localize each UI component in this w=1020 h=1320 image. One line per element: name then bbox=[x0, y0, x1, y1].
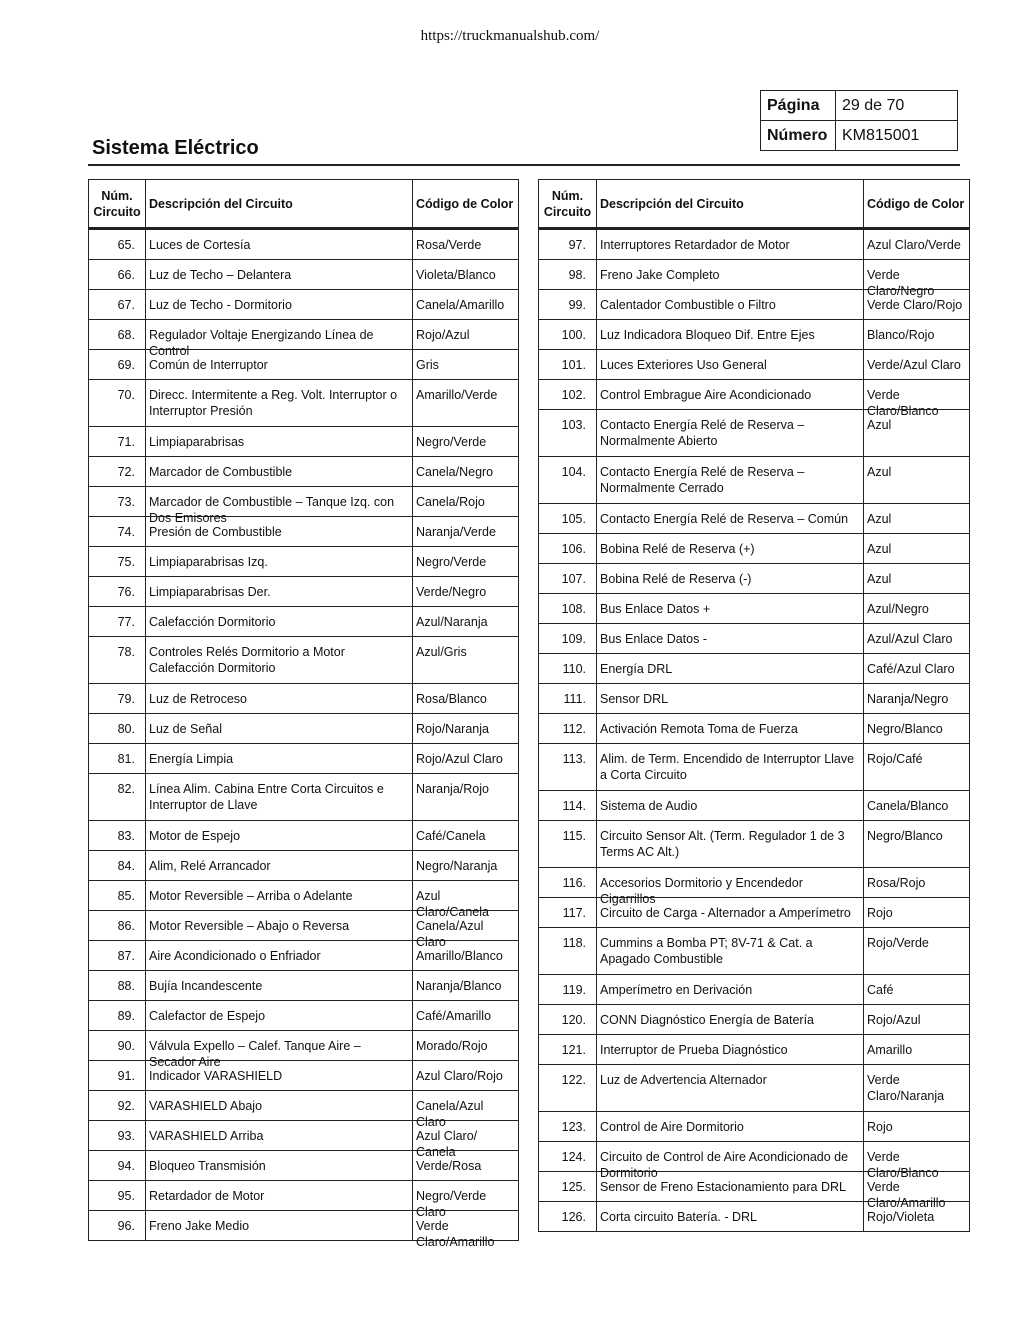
table-row bbox=[539, 1035, 970, 1065]
circuit-number: 121. bbox=[539, 1035, 597, 1065]
table-row bbox=[89, 774, 519, 821]
source-url[interactable]: https://truckmanualshub.com/ bbox=[420, 28, 600, 44]
circuit-color-code: Naranja/Rojo bbox=[413, 774, 519, 821]
circuit-color-code: Rosa/Rojo bbox=[864, 868, 970, 898]
table-row bbox=[539, 714, 970, 744]
circuit-color-code: Amarillo/Blanco bbox=[413, 941, 519, 971]
circuit-number: 122. bbox=[539, 1065, 597, 1112]
circuit-color-code: Canela/Amarillo bbox=[413, 290, 519, 320]
table-row bbox=[89, 1031, 519, 1061]
circuit-color-code: Verde Claro/Naranja bbox=[864, 1065, 970, 1112]
table-row bbox=[539, 564, 970, 594]
table-row bbox=[539, 684, 970, 714]
circuit-description: Controles Relés Dormitorio a Motor Calefacción Dormitorio bbox=[146, 637, 413, 684]
table-row bbox=[89, 290, 519, 320]
circuit-description: Freno Jake Completo bbox=[597, 260, 864, 290]
circuit-number: 79. bbox=[89, 684, 146, 714]
circuit-number: 118. bbox=[539, 928, 597, 975]
circuit-rows-left bbox=[89, 229, 519, 1249]
circuit-description: Retardador de Motor bbox=[146, 1181, 413, 1211]
circuit-description: Luz de Señal bbox=[146, 714, 413, 744]
circuit-number: 76. bbox=[89, 577, 146, 607]
circuit-color-code: Rojo/Naranja bbox=[413, 714, 519, 744]
table-row bbox=[539, 534, 970, 564]
table-row bbox=[539, 457, 970, 504]
circuit-color-code: Blanco/Rojo bbox=[864, 320, 970, 350]
circuit-color-code: Verde Claro/Amarillo bbox=[413, 1211, 519, 1241]
table-row bbox=[89, 714, 519, 744]
circuit-description: Interruptor de Prueba Diagnóstico bbox=[597, 1035, 864, 1065]
circuit-number: 65. bbox=[89, 229, 146, 260]
circuit-color-code: Naranja/Negro bbox=[864, 684, 970, 714]
circuit-number: 86. bbox=[89, 911, 146, 941]
circuit-color-code: Café/Azul Claro bbox=[864, 654, 970, 684]
table-row bbox=[89, 380, 519, 427]
table-row bbox=[89, 427, 519, 457]
circuit-color-code: Verde/Negro bbox=[413, 577, 519, 607]
circuit-color-code: Azul Claro/Canela bbox=[413, 881, 519, 911]
table-row bbox=[539, 594, 970, 624]
circuit-number: 87. bbox=[89, 941, 146, 971]
circuit-number: 126. bbox=[539, 1202, 597, 1232]
table-row bbox=[89, 1091, 519, 1121]
header-color: Código de Color bbox=[864, 180, 970, 229]
circuit-description: Alim, Relé Arrancador bbox=[146, 851, 413, 881]
circuit-description: Amperímetro en Derivación bbox=[597, 975, 864, 1005]
circuit-description: Alim. de Term. Encendido de Interruptor Llave a Corta Circuito bbox=[597, 744, 864, 791]
circuit-description: Luz de Advertencia Alternador bbox=[597, 1065, 864, 1112]
circuit-number: 78. bbox=[89, 637, 146, 684]
table-row bbox=[89, 971, 519, 1001]
circuit-description: Motor Reversible – Abajo o Reversa bbox=[146, 911, 413, 941]
table-row bbox=[89, 684, 519, 714]
circuit-color-code: Azul Claro/Rojo bbox=[413, 1061, 519, 1091]
table-row bbox=[539, 791, 970, 821]
circuit-color-code: Amarillo bbox=[864, 1035, 970, 1065]
circuit-number: 70. bbox=[89, 380, 146, 427]
circuit-color-code: Rojo/Azul bbox=[864, 1005, 970, 1035]
circuit-color-code: Canela/Blanco bbox=[864, 791, 970, 821]
circuit-description: Interruptores Retardador de Motor bbox=[597, 229, 864, 260]
circuit-color-code: Azul/Gris bbox=[413, 637, 519, 684]
table-row bbox=[539, 1065, 970, 1112]
circuit-number: 97. bbox=[539, 229, 597, 260]
circuit-color-code: Café/Canela bbox=[413, 821, 519, 851]
circuit-description: Luz de Techo – Delantera bbox=[146, 260, 413, 290]
circuit-color-code: Negro/Verde Claro bbox=[413, 1181, 519, 1211]
table-row bbox=[89, 744, 519, 774]
circuit-description: Circuito de Control de Aire Acondicionado de Dormitorio bbox=[597, 1142, 864, 1172]
circuit-number: 107. bbox=[539, 564, 597, 594]
table-row bbox=[89, 607, 519, 637]
circuit-description: Motor Reversible – Arriba o Adelante bbox=[146, 881, 413, 911]
table-row bbox=[539, 654, 970, 684]
circuit-number: 119. bbox=[539, 975, 597, 1005]
circuit-number: 91. bbox=[89, 1061, 146, 1091]
circuit-number: 94. bbox=[89, 1151, 146, 1181]
circuit-color-code: Rosa/Blanco bbox=[413, 684, 519, 714]
circuit-number: 83. bbox=[89, 821, 146, 851]
circuit-color-code: Naranja/Verde bbox=[413, 517, 519, 547]
page-value: 29 de 70 bbox=[836, 91, 958, 121]
circuit-color-code: Azul/Azul Claro bbox=[864, 624, 970, 654]
circuit-color-code: Negro/Blanco bbox=[864, 714, 970, 744]
table-row bbox=[539, 1005, 970, 1035]
circuit-number: 67. bbox=[89, 290, 146, 320]
table-row bbox=[89, 1181, 519, 1211]
circuit-number: 106. bbox=[539, 534, 597, 564]
circuit-color-code: Verde Claro/Amarillo bbox=[864, 1172, 970, 1202]
circuit-color-code: Azul Claro/Verde bbox=[864, 229, 970, 260]
circuit-number: 80. bbox=[89, 714, 146, 744]
circuit-color-code: Azul bbox=[864, 504, 970, 534]
circuit-description: Energía DRL bbox=[597, 654, 864, 684]
circuit-color-code: Café/Amarillo bbox=[413, 1001, 519, 1031]
number-value: KM815001 bbox=[836, 121, 958, 151]
circuit-number: 73. bbox=[89, 487, 146, 517]
circuit-description: Direcc. Intermitente a Reg. Volt. Interruptor o Interruptor Presión bbox=[146, 380, 413, 427]
circuit-color-code: Negro/Blanco bbox=[864, 821, 970, 868]
circuit-description: Cummins a Bomba PT; 8V-71 & Cat. a Apagado Combustible bbox=[597, 928, 864, 975]
circuit-number: 116. bbox=[539, 868, 597, 898]
circuit-color-code: Azul Claro/ Canela bbox=[413, 1121, 519, 1151]
circuit-color-code: Verde/Azul Claro bbox=[864, 350, 970, 380]
table-row bbox=[539, 380, 970, 410]
circuit-table-right bbox=[538, 179, 970, 1232]
circuit-description: Bus Enlace Datos + bbox=[597, 594, 864, 624]
circuit-color-code: Negro/Verde bbox=[413, 427, 519, 457]
circuit-description: VARASHIELD Arriba bbox=[146, 1121, 413, 1151]
circuit-number: 103. bbox=[539, 410, 597, 457]
circuit-color-code: Café bbox=[864, 975, 970, 1005]
circuit-description: Sistema de Audio bbox=[597, 791, 864, 821]
table-row bbox=[539, 260, 970, 290]
table-row bbox=[539, 868, 970, 898]
circuit-number: 90. bbox=[89, 1031, 146, 1061]
circuit-description: Calefactor de Espejo bbox=[146, 1001, 413, 1031]
table-row bbox=[89, 229, 519, 260]
header-desc: Descripción del Circuito bbox=[597, 180, 864, 229]
circuit-description: Energía Limpia bbox=[146, 744, 413, 774]
circuit-color-code: Violeta/Blanco bbox=[413, 260, 519, 290]
circuit-description: Regulador Voltaje Energizando Línea de Control bbox=[146, 320, 413, 350]
circuit-description: Contacto Energía Relé de Reserva – Normalmente Abierto bbox=[597, 410, 864, 457]
table-row bbox=[539, 1112, 970, 1142]
table-row bbox=[89, 320, 519, 350]
table-row bbox=[89, 577, 519, 607]
circuit-number: 93. bbox=[89, 1121, 146, 1151]
circuit-color-code: Rosa/Verde bbox=[413, 229, 519, 260]
table-row bbox=[89, 547, 519, 577]
header-desc: Descripción del Circuito bbox=[146, 180, 413, 229]
circuit-color-code: Azul/Negro bbox=[864, 594, 970, 624]
circuit-description: Limpiaparabrisas Izq. bbox=[146, 547, 413, 577]
circuit-color-code: Rojo/Azul bbox=[413, 320, 519, 350]
circuit-number: 114. bbox=[539, 791, 597, 821]
circuit-number: 125. bbox=[539, 1172, 597, 1202]
circuit-description: Circuito Sensor Alt. (Term. Regulador 1 de 3 Terms AC Alt.) bbox=[597, 821, 864, 868]
table-row bbox=[539, 821, 970, 868]
circuit-color-code: Naranja/Blanco bbox=[413, 971, 519, 1001]
circuit-color-code: Negro/Naranja bbox=[413, 851, 519, 881]
title-divider bbox=[88, 164, 960, 166]
circuit-number: 98. bbox=[539, 260, 597, 290]
circuit-description: Circuito de Carga - Alternador a Amperímetro bbox=[597, 898, 864, 928]
circuit-color-code: Verde Claro/Negro bbox=[864, 260, 970, 290]
circuit-number: 108. bbox=[539, 594, 597, 624]
circuit-description: Accesorios Dormitorio y Encendedor Cigarrillos bbox=[597, 868, 864, 898]
circuit-number: 77. bbox=[89, 607, 146, 637]
circuit-color-code: Azul bbox=[864, 410, 970, 457]
circuit-number: 74. bbox=[89, 517, 146, 547]
circuit-description: Línea Alim. Cabina Entre Corta Circuitos e Interruptor de Llave bbox=[146, 774, 413, 821]
circuit-number: 75. bbox=[89, 547, 146, 577]
circuit-description: Control de Aire Dormitorio bbox=[597, 1112, 864, 1142]
circuit-color-code: Azul/Naranja bbox=[413, 607, 519, 637]
circuit-number: 113. bbox=[539, 744, 597, 791]
circuit-number: 105. bbox=[539, 504, 597, 534]
circuit-description: VARASHIELD Abajo bbox=[146, 1091, 413, 1121]
circuit-number: 69. bbox=[89, 350, 146, 380]
circuit-number: 89. bbox=[89, 1001, 146, 1031]
circuit-number: 100. bbox=[539, 320, 597, 350]
header-color: Código de Color bbox=[413, 180, 519, 229]
circuit-number: 81. bbox=[89, 744, 146, 774]
table-row bbox=[539, 744, 970, 791]
circuit-color-code: Azul bbox=[864, 457, 970, 504]
circuit-number: 120. bbox=[539, 1005, 597, 1035]
circuit-color-code: Amarillo/Verde bbox=[413, 380, 519, 427]
circuit-description: Corta circuito Batería. - DRL bbox=[597, 1202, 864, 1232]
circuit-number: 112. bbox=[539, 714, 597, 744]
circuit-description: Motor de Espejo bbox=[146, 821, 413, 851]
circuit-color-code: Gris bbox=[413, 350, 519, 380]
circuit-description: Activación Remota Toma de Fuerza bbox=[597, 714, 864, 744]
circuit-number: 102. bbox=[539, 380, 597, 410]
circuit-number: 96. bbox=[89, 1211, 146, 1241]
circuit-description: Bobina Relé de Reserva (+) bbox=[597, 534, 864, 564]
table-row bbox=[89, 881, 519, 911]
circuit-color-code: Azul bbox=[864, 534, 970, 564]
circuit-number: 66. bbox=[89, 260, 146, 290]
circuit-color-code: Rojo bbox=[864, 1112, 970, 1142]
circuit-table-left bbox=[88, 179, 519, 1249]
table-row bbox=[539, 1142, 970, 1172]
circuit-color-code: Rojo bbox=[864, 898, 970, 928]
table-row bbox=[89, 1211, 519, 1241]
header-num: Núm. Circuito bbox=[89, 180, 146, 229]
circuit-number: 88. bbox=[89, 971, 146, 1001]
circuit-rows-right bbox=[539, 229, 970, 1232]
circuit-number: 92. bbox=[89, 1091, 146, 1121]
circuit-number: 101. bbox=[539, 350, 597, 380]
circuit-color-code: Rojo/Café bbox=[864, 744, 970, 791]
table-row bbox=[539, 624, 970, 654]
table-row bbox=[89, 637, 519, 684]
table-row bbox=[89, 1001, 519, 1031]
circuit-color-code: Canela/Rojo bbox=[413, 487, 519, 517]
circuit-description: Luz de Techo - Dormitorio bbox=[146, 290, 413, 320]
circuit-description: Bloqueo Transmisión bbox=[146, 1151, 413, 1181]
circuit-description: Sensor DRL bbox=[597, 684, 864, 714]
circuit-description: Calentador Combustible o Filtro bbox=[597, 290, 864, 320]
circuit-description: Válvula Expello – Calef. Tanque Aire – Secador Aire bbox=[146, 1031, 413, 1061]
circuit-number: 85. bbox=[89, 881, 146, 911]
circuit-color-code: Rojo/Azul Claro bbox=[413, 744, 519, 774]
circuit-description: Bujía Incandescente bbox=[146, 971, 413, 1001]
circuit-number: 111. bbox=[539, 684, 597, 714]
circuit-number: 123. bbox=[539, 1112, 597, 1142]
circuit-number: 71. bbox=[89, 427, 146, 457]
number-label: Número bbox=[761, 121, 836, 151]
circuit-description: Freno Jake Medio bbox=[146, 1211, 413, 1241]
circuit-description: Limpiaparabrisas Der. bbox=[146, 577, 413, 607]
circuit-description: Indicador VARASHIELD bbox=[146, 1061, 413, 1091]
circuit-description: Bobina Relé de Reserva (-) bbox=[597, 564, 864, 594]
circuit-number: 82. bbox=[89, 774, 146, 821]
table-row bbox=[539, 975, 970, 1005]
circuit-number: 99. bbox=[539, 290, 597, 320]
circuit-color-code: Verde Claro/Rojo bbox=[864, 290, 970, 320]
page-label: Página bbox=[761, 91, 836, 121]
circuit-description: Marcador de Combustible – Tanque Izq. con Dos Emisores bbox=[146, 487, 413, 517]
table-row bbox=[539, 229, 970, 260]
circuit-number: 84. bbox=[89, 851, 146, 881]
circuit-description: Sensor de Freno Estacionamiento para DRL bbox=[597, 1172, 864, 1202]
header-num: Núm. Circuito bbox=[539, 180, 597, 229]
circuit-color-code: Azul bbox=[864, 564, 970, 594]
circuit-color-code: Canela/Azul Claro bbox=[413, 911, 519, 941]
circuit-description: Limpiaparabrisas bbox=[146, 427, 413, 457]
circuit-description: Calefacción Dormitorio bbox=[146, 607, 413, 637]
table-row bbox=[539, 928, 970, 975]
circuit-number: 95. bbox=[89, 1181, 146, 1211]
table-row bbox=[89, 941, 519, 971]
circuit-description: Luces de Cortesía bbox=[146, 229, 413, 260]
circuit-description: Luz Indicadora Bloqueo Dif. Entre Ejes bbox=[597, 320, 864, 350]
circuit-number: 115. bbox=[539, 821, 597, 868]
circuit-color-code: Morado/Rojo bbox=[413, 1031, 519, 1061]
circuit-number: 68. bbox=[89, 320, 146, 350]
table-row bbox=[539, 320, 970, 350]
circuit-number: 117. bbox=[539, 898, 597, 928]
circuit-description: Contacto Energía Relé de Reserva – Común bbox=[597, 504, 864, 534]
circuit-description: Marcador de Combustible bbox=[146, 457, 413, 487]
circuit-description: Común de Interruptor bbox=[146, 350, 413, 380]
circuit-description: Luz de Retroceso bbox=[146, 684, 413, 714]
circuit-description: Bus Enlace Datos - bbox=[597, 624, 864, 654]
document-meta-box bbox=[760, 90, 958, 151]
circuit-description: Aire Acondicionado o Enfriador bbox=[146, 941, 413, 971]
circuit-number: 72. bbox=[89, 457, 146, 487]
circuit-number: 104. bbox=[539, 457, 597, 504]
table-row bbox=[89, 487, 519, 517]
circuit-color-code: Verde Claro/Blanco bbox=[864, 1142, 970, 1172]
table-row bbox=[539, 504, 970, 534]
table-row bbox=[539, 350, 970, 380]
table-row bbox=[89, 457, 519, 487]
circuit-description: Luces Exteriores Uso General bbox=[597, 350, 864, 380]
circuit-color-code: Rojo/Violeta bbox=[864, 1202, 970, 1232]
table-row bbox=[89, 260, 519, 290]
table-row bbox=[89, 1121, 519, 1151]
circuit-description: Presión de Combustible bbox=[146, 517, 413, 547]
circuit-description: Control Embrague Aire Acondicionado bbox=[597, 380, 864, 410]
circuit-number: 109. bbox=[539, 624, 597, 654]
circuit-description: Contacto Energía Relé de Reserva – Normalmente Cerrado bbox=[597, 457, 864, 504]
circuit-number: 110. bbox=[539, 654, 597, 684]
circuit-number: 124. bbox=[539, 1142, 597, 1172]
circuit-color-code: Verde Claro/Blanco bbox=[864, 380, 970, 410]
circuit-description: CONN Diagnóstico Energía de Batería bbox=[597, 1005, 864, 1035]
circuit-color-code: Verde/Rosa bbox=[413, 1151, 519, 1181]
circuit-color-code: Rojo/Verde bbox=[864, 928, 970, 975]
circuit-color-code: Negro/Verde bbox=[413, 547, 519, 577]
table-row bbox=[89, 851, 519, 881]
table-row bbox=[89, 821, 519, 851]
circuit-color-code: Canela/Negro bbox=[413, 457, 519, 487]
circuit-color-code: Canela/Azul Claro bbox=[413, 1091, 519, 1121]
page-title: Sistema Eléctrico bbox=[92, 137, 259, 159]
